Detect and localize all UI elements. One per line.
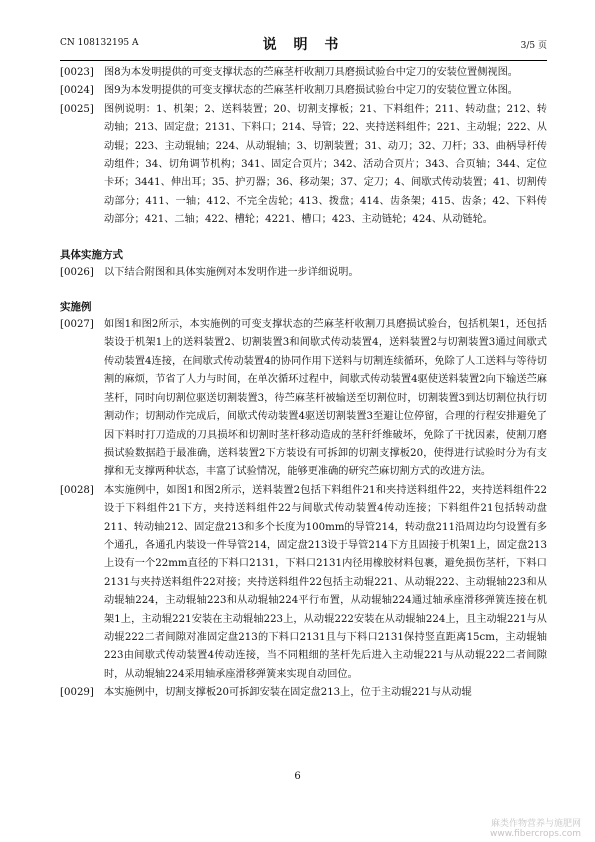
paragraph-number: [0024]	[60, 85, 94, 97]
watermark-line-1: 麻类作物营养与施肥网	[490, 819, 581, 829]
section-heading-example: 实施例	[60, 301, 92, 314]
paragraph-number: [0026]	[60, 266, 94, 278]
page-number: 6	[294, 771, 301, 782]
paragraph-0025	[60, 101, 547, 230]
header-divider	[60, 60, 547, 61]
page-body	[60, 64, 547, 703]
paragraph-0023	[60, 64, 547, 82]
paragraph-number: [0029]	[60, 687, 94, 699]
paragraph-0027	[60, 316, 547, 482]
section-heading-embodiments: 具体实施方式	[60, 248, 123, 261]
document-title: 说 明 书	[262, 37, 345, 53]
paragraph-number: [0027]	[60, 319, 94, 331]
paragraph-text: 本实施例中，切割支撑板20可拆卸安装在固定盘213上，位于主动辊221与从动辊	[104, 687, 472, 699]
paragraph-text: 如图1和图2所示，本实施例的可变支撑状态的苎麻茎杆收割刀具磨损试验台，包括机架1，还包括装设于机架1上的送料装置2、切割装置3和间歇式传动装置4，送料装置2与切割装置3通过间歇式传动装置4连接，在间歇式传动装置4的协同作用下送料与切割连续循环，免除了人工送料与等待切割的麻烦，节省了人力与时间，在单次循环过程中，间歇式传动装置4驱使送料装置2向下输送苎麻茎杆，同时向切割位驱送切割装置3，待苎麻茎杆被输送至切割位时，切割装置3到达切割位执行切割动作；切割动作完成后，间歇式传动装置4驱送切割装置3至避让位停留，合理的行程安排避免了因下料时打刀造成的刀具损坏和切割时茎杆移动造成的茎秆纤维破坏，免除了干扰因素，使割刀磨损试验数据趋于最准确，送料装置2下方装设有可拆卸的切割支撑板20，使得进行试验时分为有支撑和无支撑两种状态，丰富了试验情况，能够更准确的研究苎麻切割方式的改进方法。	[104, 319, 547, 478]
paragraph-0029	[60, 684, 547, 702]
paragraph-0024	[60, 82, 547, 100]
watermark-line-2: www.fibercrops.com	[490, 829, 581, 839]
watermark	[490, 816, 581, 839]
paragraph-number: [0025]	[60, 103, 94, 115]
paragraph-number: [0023]	[60, 67, 94, 78]
patent-number: CN 108132195 A	[60, 38, 139, 48]
page-indicator: 3/5 页	[520, 41, 547, 51]
paragraph-0028	[60, 482, 547, 684]
paragraph-text: 本实施例中，如图1和图2所示，送料装置2包括下料组件21和夹持送料组件22，夹持送料组件22设于下料组件21下方，夹持送料组件22与间歇式传动装置4传动连接；下料组件21包括转动盘211、转动轴212、固定盘213和多个长度为100mm的导管214，转动盘211沿周边均匀设置有多个通孔，各通孔内装设一件导管214，固定盘213设于导管214下方且固接于机架1上，固定盘213上设有一个22mm直径的下料口2131，下料口2131内径用橡胶材料包裹，避免损伤茎杆，下料口2131与夹持送料组件22对接；夹持送料组件22包括主动辊221、从动辊222、主动辊轴223和从动辊轴224，主动辊轴223和从动辊轴224平行布置，从动辊轴224通过轴承座滑移弹簧连接在机架1上，主动辊221安装在主动辊轴223上，从动辊222安装在从动辊轴224上，且主动辊221与从动辊222二者间隙对准固定盘213的下料口2131且与下料口2131保持竖直距离15cm，主动辊轴223由间歇式传动装置4传动连接，当不同粗细的茎杆先后进入主动辊221与从动辊222二者间隙时，从动辊轴224采用轴承座滑移弹簧来实现自动回位。	[104, 484, 547, 680]
paragraph-text: 图8为本发明提供的可变支撑状态的苎麻茎杆收割刀具磨损试验台中定刀的安装位置侧视图。	[104, 67, 518, 78]
paragraph-number: [0028]	[60, 484, 94, 496]
paragraph-0026	[60, 264, 547, 282]
paragraph-text: 以下结合附图和具体实施例对本发明作进一步详细说明。	[104, 266, 359, 278]
paragraph-text: 图9为本发明提供的可变支撑状态的苎麻茎杆收割刀具磨损试验台中定刀的安装位置立体图。	[104, 85, 518, 97]
paragraph-text: 图例说明：1、机架；2、送料装置；20、切割支撑板；21、下料组件；211、转动盘；212、转动轴；213、固定盘；2131、下料口；214、导管；22、夹持送料组件；221、主动辊；222、从动辊；223、主动辊轴；224、从动辊轴；3、切割装置；31、动刀；32、刀杆；33、曲柄导杆传动组件；34、切角调节机构；341、固定合页片；342、活动合页片；343、合页轴；344、定位卡环；3441、伸出耳；35、护刃器；36、移动架；37、定刀；4、间歇式传动装置；41、切割传动部分；411、一轴；412、不完全齿轮；413、拨盘；414、齿条架；415、齿条；42、下料传动部分；421、二轴；422、槽轮；4221、槽口；423、主动链轮；424、从动链轮。	[104, 103, 547, 226]
page-header	[60, 34, 547, 58]
